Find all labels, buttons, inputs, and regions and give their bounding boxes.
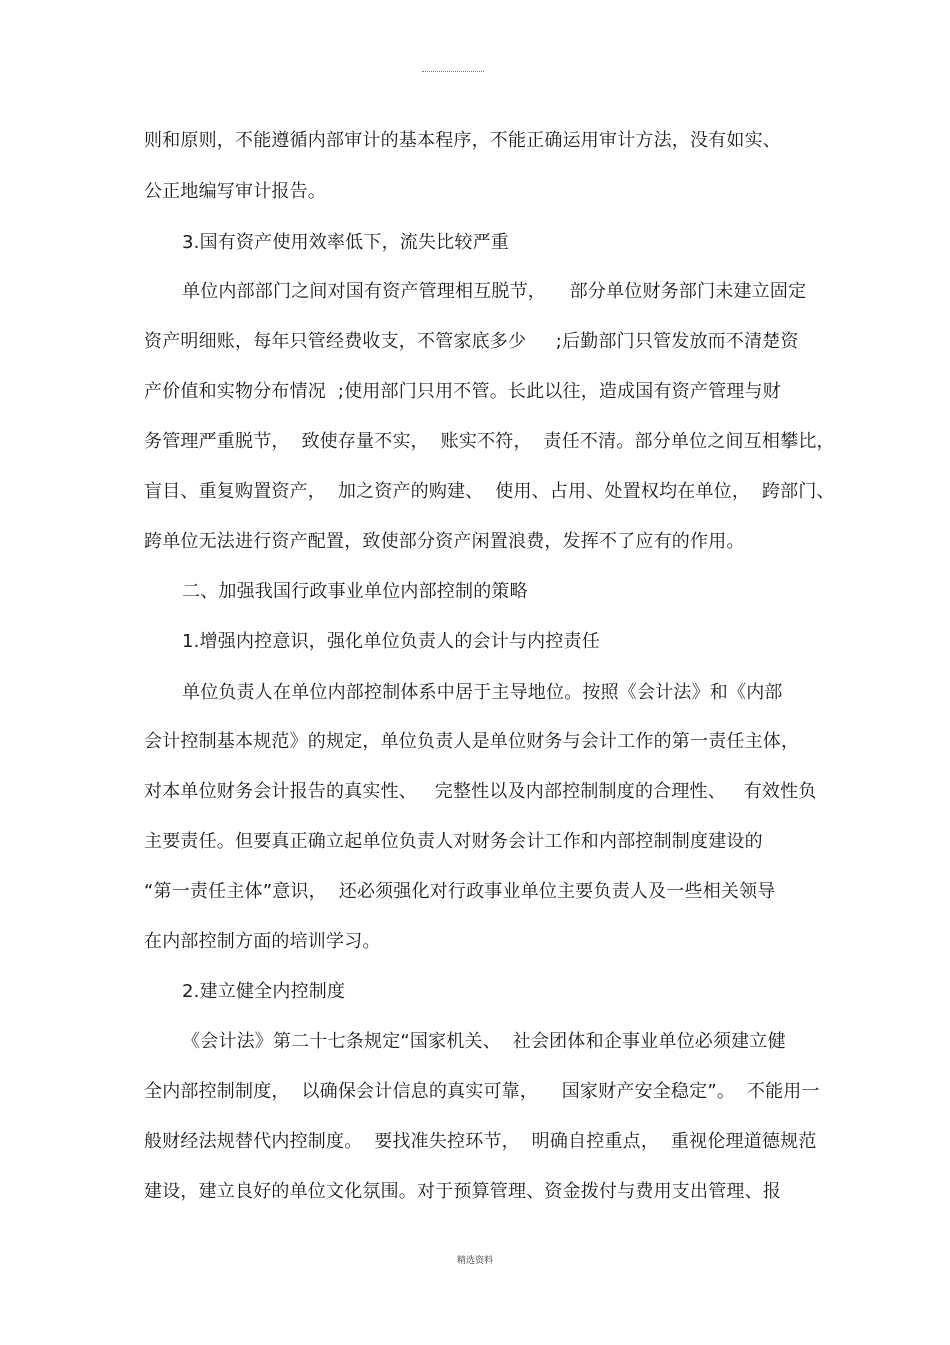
header-rule <box>422 71 484 72</box>
text-line: 公正地编写审计报告。 <box>144 181 326 202</box>
section-heading: 2.建立健全内控制度 <box>182 981 346 1002</box>
text-line: 资产明细账，每年只管经费收支，不管家底多少 ;后勤部门只管发放而不清楚资 <box>144 331 799 352</box>
text-line: 《会计法》第二十七条规定“国家机关、 社会团体和企事业单位必须建立健 <box>182 1031 786 1052</box>
page-footer: 精选资料 <box>456 1256 493 1266</box>
text-line: 产价值和实物分布情况 ;使用部门只用不管。长此以往，造成国有资产管理与财 <box>144 381 781 402</box>
text-line: 主要责任。但要真正确立起单位负责人对财务会计工作和内部控制制度建设的 <box>144 831 763 852</box>
text-line: 跨单位无法进行资产配置，致使部分资产闲置浪费，发挥不了应有的作用。 <box>144 531 745 552</box>
text-line: 务管理严重脱节， 致使存量不实， 账实不符， 责任不清。部分单位之间互相攀比， <box>144 431 835 452</box>
text-line: 建设，建立良好的单位文化氛围。对于预算管理、资金拨付与费用支出管理、报 <box>144 1181 781 1202</box>
text-line: 单位负责人在单位内部控制体系中居于主导地位。按照《会计法》和《内部 <box>182 682 783 703</box>
text-line: 对本单位财务会计报告的真实性、 完整性以及内部控制制度的合理性、 有效性负 <box>144 781 817 802</box>
section-heading: 1.增强内控意识，强化单位负责人的会计与内控责任 <box>182 631 600 652</box>
text-line: 在内部控制方面的培训学习。 <box>144 931 381 952</box>
text-line: 则和原则，不能遵循内部审计的基本程序，不能正确运用审计方法，没有如实、 <box>144 130 781 151</box>
text-line: 般财经法规替代内控制度。 要找准失控环节， 明确自控重点， 重视伦理道德规范 <box>144 1131 817 1152</box>
text-line: “第一责任主体”意识， 还必须强化对行政事业单位主要负责人及一些相关领导 <box>144 881 776 902</box>
section-heading: 二、加强我国行政事业单位内部控制的策略 <box>182 581 528 602</box>
text-line: 单位内部部门之间对国有资产管理相互脱节， 部分单位财务部门未建立固定 <box>182 281 807 302</box>
text-line: 盲目、重复购置资产， 加之资产的购建、 使用、占用、处置权均在单位， 跨部门、 <box>144 481 835 502</box>
text-line: 全内部控制制度， 以确保会计信息的真实可靠， 国家财产安全稳定”。 不能用一 <box>144 1081 820 1102</box>
section-heading: 3.国有资产使用效率低下，流失比较严重 <box>182 232 509 253</box>
text-line: 会计控制基本规范》的规定，单位负责人是单位财务与会计工作的第一责任主体， <box>144 731 800 752</box>
